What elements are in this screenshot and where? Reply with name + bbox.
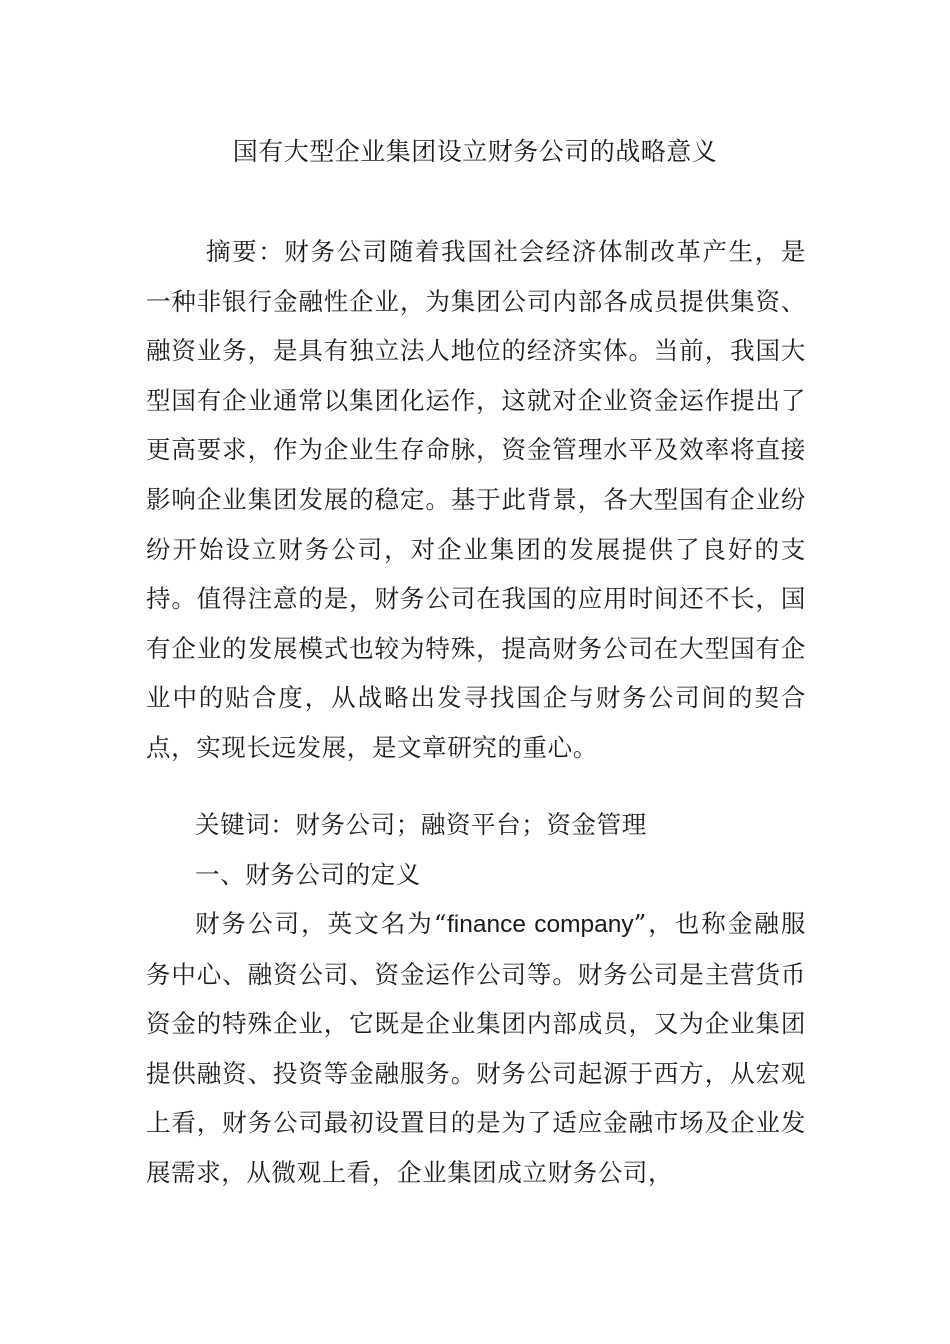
abstract-paragraph: 摘要：财务公司随着我国社会经济体制改革产生，是一种非银行金融性企业，为集团公司内部各成员提供集资、融资业务，是具有独立法人地位的经济实体。当前，我国大型国有企业通常以集团化运作，这就对企业资金运作提出了更高要求，作为企业生存命脉，资金管理水平及效率将直接影响企业集团发展的稳定。基于此背景，各大型国有企业纷纷开始设立财务公司，对企业集团的发展提供了良好的支持。值得注意的是，财务公司在我国的应用时间还不长，国有企业的发展模式也较为特殊，提高财务公司在大型国有企业中的贴合度，从战略出发寻找国企与财务公司间的契合点，实现长远发展，是文章研究的重心。: [146, 237, 806, 762]
definition-paragraph-rest: ”，也称金融服务中心、融资公司、资金运作公司等。财务公司是主营货币资金的特殊企业，它既是企业集团内部成员，又为企业集团提供融资、投资等金融服务。财务公司起源于西方，从宏观上看，财务公司最初设置目的是为了适应金融市场及企业发展需求，从微观上看，企业集团成立财务公司，: [146, 909, 806, 1187]
keywords-line: 关键词：财务公司；融资平台；资金管理: [195, 810, 647, 839]
definition-paragraph: [146, 899, 806, 1198]
definition-paragraph-prefix: 财务公司，英文名为“: [195, 909, 447, 938]
document-title: 国有大型企业集团设立财务公司的战略意义: [232, 137, 718, 166]
definition-paragraph-english-term: finance company: [446, 911, 634, 938]
section-heading-definition: 一、财务公司的定义: [195, 860, 421, 889]
